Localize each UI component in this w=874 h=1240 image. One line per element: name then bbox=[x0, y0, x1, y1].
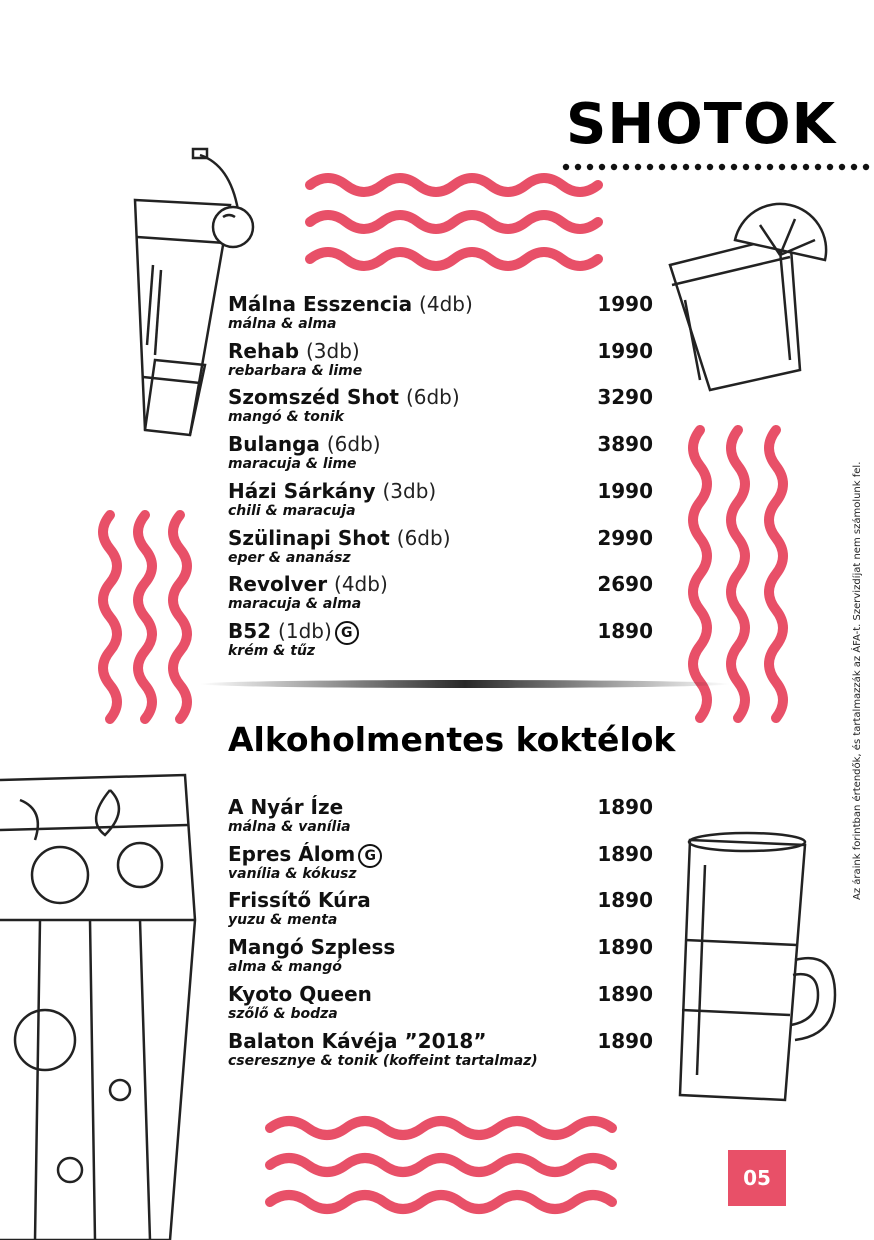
menu-item bbox=[228, 292, 653, 338]
menu-item-description: krém & tűz bbox=[228, 642, 316, 659]
shot-glass-with-orange-icon bbox=[650, 195, 840, 405]
menu-item-description: málna & vanília bbox=[228, 819, 351, 835]
menu-item-name bbox=[228, 572, 388, 596]
item-title: B52 bbox=[228, 618, 272, 643]
item-quantity: (1db) bbox=[278, 618, 332, 643]
menu-item bbox=[228, 572, 653, 618]
menu-item-price: 1890 bbox=[597, 935, 653, 960]
menu-item-price: 2990 bbox=[597, 525, 653, 550]
menu-item bbox=[228, 385, 653, 431]
menu-item-price: 1990 bbox=[597, 292, 653, 316]
item-quantity: (6db) bbox=[405, 385, 460, 410]
menu-item-price: 1890 bbox=[597, 795, 653, 819]
page-title: SHOTOK bbox=[565, 92, 836, 157]
menu-item-price: 1890 bbox=[597, 841, 653, 866]
item-quantity: (4db) bbox=[419, 292, 473, 316]
menu-item-description: eper & ananász bbox=[228, 549, 351, 566]
menu-item bbox=[228, 1029, 653, 1075]
menu-item-price: 1990 bbox=[597, 338, 653, 363]
menu-item-description: yuzu & menta bbox=[228, 912, 338, 929]
item-title: Szomszéd Shot bbox=[228, 385, 399, 410]
wave-decoration-top bbox=[300, 170, 610, 275]
item-title: Házi Sárkány bbox=[228, 478, 376, 503]
item-title: Balaton Kávéja ”2018” bbox=[228, 1028, 487, 1053]
menu-item-name bbox=[228, 795, 343, 819]
menu-item-name bbox=[228, 479, 436, 503]
menu-item-price: 1890 bbox=[597, 981, 653, 1006]
menu-item-name bbox=[228, 935, 395, 959]
menu-item-description: mangó & tonik bbox=[228, 409, 344, 426]
menu-item-name bbox=[228, 1029, 486, 1053]
wave-decoration-left bbox=[90, 505, 200, 725]
item-quantity: (6db) bbox=[326, 432, 381, 457]
wave-decoration-bottom bbox=[260, 1110, 630, 1220]
menu-item bbox=[228, 526, 653, 572]
item-title: A Nyár Íze bbox=[228, 795, 344, 819]
menu-item bbox=[228, 479, 653, 525]
menu-item bbox=[228, 795, 653, 841]
item-quantity: (6db) bbox=[396, 525, 451, 550]
item-quantity: (3db) bbox=[305, 338, 360, 363]
menu-item bbox=[228, 842, 653, 888]
menu-item-price: 1890 bbox=[597, 618, 653, 643]
menu-item-price: 2690 bbox=[597, 572, 653, 597]
price-note: Az áraink forintban értendők, és tartalmazzák az ÁFA-t. Szervizdíjat nem számolunk fel. bbox=[852, 461, 863, 900]
menu-item-description: rebarbara & lime bbox=[228, 362, 363, 379]
item-quantity: (3db) bbox=[382, 478, 437, 503]
menu-item-price: 1890 bbox=[597, 1028, 653, 1053]
item-title: Revolver bbox=[228, 572, 328, 597]
item-title: Kyoto Queen bbox=[228, 981, 372, 1006]
section-divider bbox=[200, 678, 730, 690]
section-title-mocktails: Alkoholmentes koktélok bbox=[228, 720, 676, 759]
menu-item-name bbox=[228, 339, 360, 363]
page-number: 05 bbox=[728, 1150, 786, 1206]
item-title: Bulanga bbox=[228, 432, 320, 457]
menu-item-name bbox=[228, 888, 371, 912]
menu-item-name bbox=[228, 842, 382, 868]
item-title: Epres Álom bbox=[228, 841, 356, 866]
item-title: Frissítő Kúra bbox=[228, 888, 371, 913]
menu-item bbox=[228, 619, 653, 665]
menu-item-name bbox=[228, 432, 381, 456]
beer-mug-icon bbox=[655, 825, 840, 1110]
g-badge-icon: G bbox=[335, 621, 359, 645]
item-title: Málna Esszencia bbox=[228, 292, 413, 316]
menu-item bbox=[228, 982, 653, 1028]
menu-item-description: maracuja & lime bbox=[228, 456, 357, 473]
menu-item-description: cseresznye & tonik (koffeint tartalmaz) bbox=[228, 1052, 538, 1069]
menu-item-description: maracuja & alma bbox=[228, 596, 362, 613]
item-title: Mangó Szpless bbox=[228, 935, 396, 960]
menu-item-name bbox=[228, 385, 460, 409]
menu-item-price: 3890 bbox=[597, 432, 653, 457]
item-quantity: (4db) bbox=[334, 572, 388, 597]
item-title: Szülinapi Shot bbox=[228, 525, 390, 550]
menu-item bbox=[228, 339, 653, 385]
menu-item-name bbox=[228, 292, 473, 316]
menu-item-price: 1990 bbox=[597, 478, 653, 503]
menu-item-price: 3290 bbox=[597, 385, 653, 410]
menu-item-price: 1890 bbox=[597, 888, 653, 913]
menu-item bbox=[228, 888, 653, 934]
item-title: Rehab bbox=[228, 338, 300, 363]
g-badge-icon: G bbox=[358, 844, 382, 868]
menu-item-description: alma & mangó bbox=[228, 959, 342, 976]
menu-item-name bbox=[228, 982, 372, 1006]
menu-item bbox=[228, 432, 653, 478]
menu-item-description: vanília & kókusz bbox=[228, 865, 357, 882]
menu-item-description: chili & maracuja bbox=[228, 502, 356, 519]
menu-item-name bbox=[228, 619, 359, 645]
menu-item-name bbox=[228, 526, 451, 550]
menu-item-description: málna & alma bbox=[228, 316, 337, 332]
menu-item-description: szőlő & bodza bbox=[228, 1005, 338, 1022]
menu-item bbox=[228, 935, 653, 981]
mojito-glass-icon bbox=[0, 770, 215, 1240]
